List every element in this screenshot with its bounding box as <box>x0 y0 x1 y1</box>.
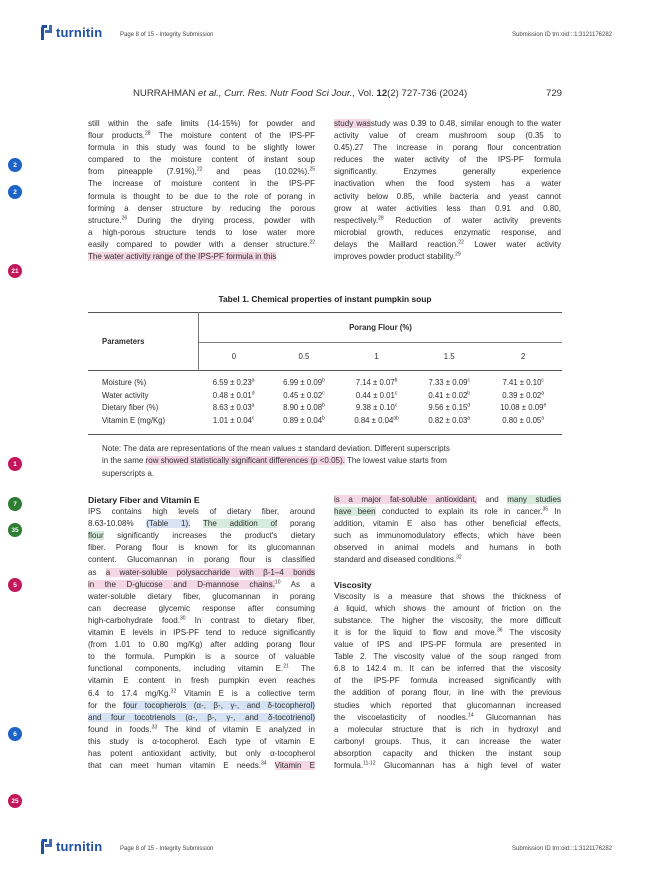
table-cell: 0.41 ± 0.02$^b$ <box>428 390 471 400</box>
chemical-properties-table <box>88 312 562 435</box>
text-line: have been conducted to explain its role in cancer.$^{35}$ In <box>334 506 562 517</box>
text-line: substance. The higher the viscosity, the more difficult <box>334 615 561 625</box>
text-line: vitamin E levels in IPS-PF tend to reduce significantly <box>88 628 315 638</box>
text-line: improves powder product stability.$^{29}$ <box>334 251 461 262</box>
text-line: microbial growth, reduces enzymatic response, and <box>334 227 561 237</box>
table-cell: 10.08 ± 0.09$^e$ <box>500 402 547 413</box>
column-header: 1.5 <box>443 352 455 361</box>
text-line: delays the Maillard reaction.$^{22}$ Lower water activity <box>334 239 561 249</box>
text-line: this study is α-tocopherol. Each type of vitamin E <box>88 736 315 746</box>
text-line: Viscosity is a measure that shows the thickness of <box>334 591 561 601</box>
text-line: IPS contains high levels of dietary fiber, around <box>88 507 315 517</box>
text-line: 0.45).27 The increase in porang flour concentration <box>334 143 561 153</box>
text-line: that can meet human vitamin E needs.$^{34}$ Vitamin E <box>88 760 315 771</box>
table-cell: 6.59 ± 0.23$^a$ <box>212 377 255 388</box>
similarity-highlight[interactable]: The water activity range of the IPS-PF formula in this <box>88 252 277 262</box>
text-line: grow at water activities less than 0.91 and 0.80, <box>334 203 561 213</box>
table-cell: 0.89 ± 0.04$^b$ <box>283 415 325 425</box>
page-number: 729 <box>545 88 562 99</box>
table-cell: 8.63 ± 0.03$^a$ <box>212 402 255 413</box>
text-line: inactivation when the food system has a water <box>334 179 561 189</box>
text-line: easily compared to powder with a denser structure.$^{22}$ <box>88 239 315 249</box>
match-marker[interactable]: 2 <box>8 185 22 199</box>
similarity-highlight[interactable]: flour <box>88 531 104 541</box>
column-header: 0.5 <box>298 352 310 361</box>
table-cell: 0.39 ± 0.02$^a$ <box>502 390 545 400</box>
text-line <box>88 712 315 724</box>
similarity-highlight[interactable]: The addition of <box>203 519 278 529</box>
match-marker[interactable]: 25 <box>8 794 22 808</box>
text-line: respectively.$^{28}$ Reduction of water activity prevents <box>334 215 561 225</box>
match-marker[interactable]: 35 <box>8 523 22 537</box>
table-row <box>88 389 562 402</box>
table-note: Note: The data are representations of the mean values ± standard deviation. Different superscripts in the same row showed statistically significant differences (p <0.05). The lowest value starts from superscripts a. <box>102 444 450 478</box>
text-line: (from 1.01 to 0.80 mg/Kg) after adding porang flour <box>88 640 315 650</box>
text-line: carbonyl groups. Thus, it can increase the water <box>334 736 561 746</box>
submission-id: Submission ID trn:oid:::1:3121176282 <box>512 32 612 38</box>
text-line: vitamin E content in fresh pumpkin even reaches <box>88 676 315 686</box>
similarity-highlight[interactable]: (Table 1). <box>146 519 191 529</box>
similarity-highlight[interactable]: is a major fat-soluble antioxidant, <box>334 495 477 504</box>
column-header: 1 <box>374 352 379 361</box>
text-line: observed in animal models and humans in both <box>334 543 561 553</box>
submission-id: Submission ID trn:oid:::1:3121176282 <box>512 846 612 852</box>
text-line: addition, vitamin E also has other beneficial effects, <box>334 519 561 529</box>
text-line: formula in this study was found to be slightly lower <box>88 143 315 153</box>
table-cell: 7.41 ± 0.10$^c$ <box>502 377 544 388</box>
text-line: still within the safe limits (14-15%) for powder and <box>88 119 315 128</box>
header-citation: NURRAHMAN et al., Curr. Res. Nutr Food Sci Jour., Vol. 12(2) 727-736 (2024) <box>133 88 468 99</box>
text-line: water-soluble dietary fiber, glucomannan in porang <box>88 591 315 601</box>
text-line: reduces the water activity of the IPS-PF formula <box>334 155 561 165</box>
top-left-column <box>88 118 315 263</box>
text-line: content. Glucomannan in porang flour is classified <box>88 555 315 565</box>
text-line: 6.4 to 17.4 mg/Kg.$^{32}$ Vitamin E is a collective term <box>88 687 315 698</box>
text-line: has potent antioxidant activity, but only α-tocopherol <box>88 748 315 758</box>
top-right-column <box>334 118 561 263</box>
row-label: Vitamin E (mg/Kg) <box>102 415 166 425</box>
table-cell: 7.14 ± 0.07$^b$ <box>355 377 398 388</box>
text-line: is a major fat-soluble antioxidant, and many studies <box>334 495 561 504</box>
text-line: the viscoelasticity of noodles.$^{14}$ Glucomannan has <box>334 711 562 722</box>
match-marker[interactable]: 7 <box>8 497 22 511</box>
column-header: 0 <box>231 352 237 361</box>
text-line: functional components, including vitamin E.$^{21}$ The <box>88 663 315 674</box>
text-line: fiber. Porang flour is known for its glucomannan <box>88 543 315 553</box>
text-line: standard and diseased conditions.$^{32}$ <box>334 554 462 565</box>
table-cell: 0.80 ± 0.05$^a$ <box>502 415 545 425</box>
table-row <box>88 402 562 415</box>
table-cell: 0.84 ± 0.04$^{ab}$ <box>354 415 399 425</box>
text-line: high-carbohydrate food.$^{30}$ In contrast to dietary fiber, <box>88 615 315 625</box>
text-line: Table 2. The viscosity value of the soup ranged from <box>334 652 561 662</box>
text-line: forming a denser structure by reducing the porous <box>88 203 315 213</box>
text-line: to the formula. Pumpkin is a source of valuable <box>88 652 315 662</box>
table-cell: 8.90 ± 0.08$^b$ <box>283 402 325 413</box>
section-heading: Dietary Fiber and Vitamin E <box>88 495 200 505</box>
table-cell: 6.99 ± 0.09$^b$ <box>283 377 325 388</box>
row-label: Dietary fiber (%) <box>102 403 159 413</box>
brand-name: turnitin <box>56 25 103 40</box>
turnitin-logo-icon <box>40 24 53 41</box>
similarity-highlight[interactable]: study was <box>334 119 371 128</box>
text-line: as a water-soluble polysaccharide with β-1–4 bonds <box>88 567 315 577</box>
turnitin-logo-icon <box>40 838 53 855</box>
text-line: a liquid, which shows the amount of friction on the <box>334 603 561 613</box>
text-line: flour significantly increases the product's dietary <box>88 531 315 541</box>
top-bar <box>0 24 650 48</box>
text-line: formula is thought to be due to the role of porang in <box>88 191 315 201</box>
text-line: formula.$^{11-12}$ Glucomannan has a high level of water <box>334 760 561 770</box>
turnitin-logo <box>40 838 102 855</box>
text-line: a high-porous structure tends to lose water more <box>88 227 315 237</box>
text-line <box>88 251 315 263</box>
text-line: The increase of moisture content in the IPS-PF <box>88 179 315 189</box>
table-cell: 9.56 ± 0.15$^d$ <box>428 402 471 413</box>
text-line: such as immunomodulatory effects, which have been <box>334 531 561 541</box>
similarity-highlight[interactable]: have been <box>334 507 376 517</box>
text-line: flour products.$^{28}$ The moisture content of the IPS-PF <box>88 130 315 141</box>
text-line: absorption capacity and thicken the instant soup <box>334 748 561 758</box>
turnitin-logo <box>40 24 102 41</box>
bottom-bar <box>0 838 650 862</box>
row-label: Moisture (%) <box>102 378 147 388</box>
text-line: a molecular structure that is rich in hydroxyl and <box>334 724 561 734</box>
match-marker[interactable]: 21 <box>8 264 22 278</box>
table-cell: 0.48 ± 0.01$^d$ <box>212 390 255 400</box>
text-line: study wasstudy was 0.39 to 0.48, similar enough to the water <box>334 119 562 128</box>
text-line: structure.$^{26}$ During the drying process, powder with <box>88 215 315 225</box>
similarity-highlight[interactable]: Vitamin E <box>274 761 315 771</box>
text-line: 6.8 to 142.4 m. It can be inferred that the viscosity <box>334 664 561 674</box>
column-header: Parameters <box>88 313 199 371</box>
table-cell: 9.38 ± 0.10$^c$ <box>355 402 398 413</box>
text-line: found in foods.$^{33}$ The kind of vitamin E analyzed in <box>88 724 315 734</box>
similarity-highlight[interactable]: four tocopherols (α-, β-, γ-, and δ-tocopherol) <box>123 700 315 710</box>
table-row <box>88 414 562 427</box>
page-info: Page 8 of 15 - Integrity Submission <box>120 32 214 38</box>
match-marker[interactable]: 1 <box>8 457 22 471</box>
table-cell: 1.01 ± 0.04$^c$ <box>212 415 255 425</box>
similarity-highlight[interactable]: a water-soluble polysaccharide with β-1–4 bonds <box>105 567 315 577</box>
section-heading: Viscosity <box>334 579 372 590</box>
bottom-left-column <box>88 494 315 772</box>
column-group-header: Porang Flour (%) <box>199 313 563 343</box>
text-line: activity below 0.85, while bacteria and yeast cannot <box>334 191 561 201</box>
table-cell: 0.82 ± 0.03$^a$ <box>428 415 471 425</box>
text-line: compared to the moisture content of instant soup <box>88 155 315 165</box>
match-marker[interactable]: 6 <box>8 727 22 741</box>
text-line: can decrease glycemic response after consuming <box>88 603 315 613</box>
row-label: Water activity <box>102 390 149 400</box>
table-cell: 7.33 ± 0.09$^c$ <box>428 377 470 388</box>
brand-name: turnitin <box>56 839 103 854</box>
text-line: value of IPS and IPS-PF formula are presented in <box>334 640 561 650</box>
text-line: significantly. Enzymes generally experience <box>334 167 561 177</box>
text-line: for the four tocopherols (α-, β-, γ-, and δ-tocopherol) <box>88 700 315 710</box>
text-line: of the IPS-PF formula increased significantly with <box>334 676 561 686</box>
table-cell: 0.44 ± 0.01$^c$ <box>355 390 398 400</box>
match-marker[interactable]: 2 <box>8 158 22 172</box>
similarity-highlight[interactable]: and four tocotrienols (α-, β-, γ-, and δ-tocotrienol) <box>88 712 315 722</box>
similarity-highlight[interactable]: row showed statistically significant differences (p <0.05). <box>145 456 345 466</box>
text-line: from pineapple (7.91%),$^{22}$ and peas (10.02%).$^{25}$ <box>88 166 315 177</box>
text-line: activity value of cream mushroom soup (0.35 to <box>334 131 561 141</box>
similarity-highlight[interactable]: in the D-glucose and D-mannose chains. <box>88 579 275 589</box>
column-header: 2 <box>521 352 526 361</box>
table-row <box>88 377 562 390</box>
text-line: 8.63-10.08% (Table 1). The addition of porang <box>88 519 316 529</box>
table-cell: 0.45 ± 0.02$^c$ <box>283 390 325 400</box>
text-line: in the D-glucose and D-mannose chains.$^{10}$ As a <box>88 578 315 589</box>
text-line: it is for the liquid to flow and move.$^{36}$ The viscosity <box>334 627 561 637</box>
table-caption: Tabel 1. Chemical properties of instant pumpkin soup <box>218 294 432 304</box>
similarity-highlight[interactable]: many studies <box>507 495 561 504</box>
page-info: Page 8 of 15 - Integrity Submission <box>120 846 214 852</box>
bottom-right-column <box>334 494 561 772</box>
text-line: the addition of porang flour, in line with the previous <box>334 688 561 698</box>
match-marker[interactable]: 5 <box>8 578 22 592</box>
text-line: studies which reported that glucomannan increased <box>334 700 561 710</box>
